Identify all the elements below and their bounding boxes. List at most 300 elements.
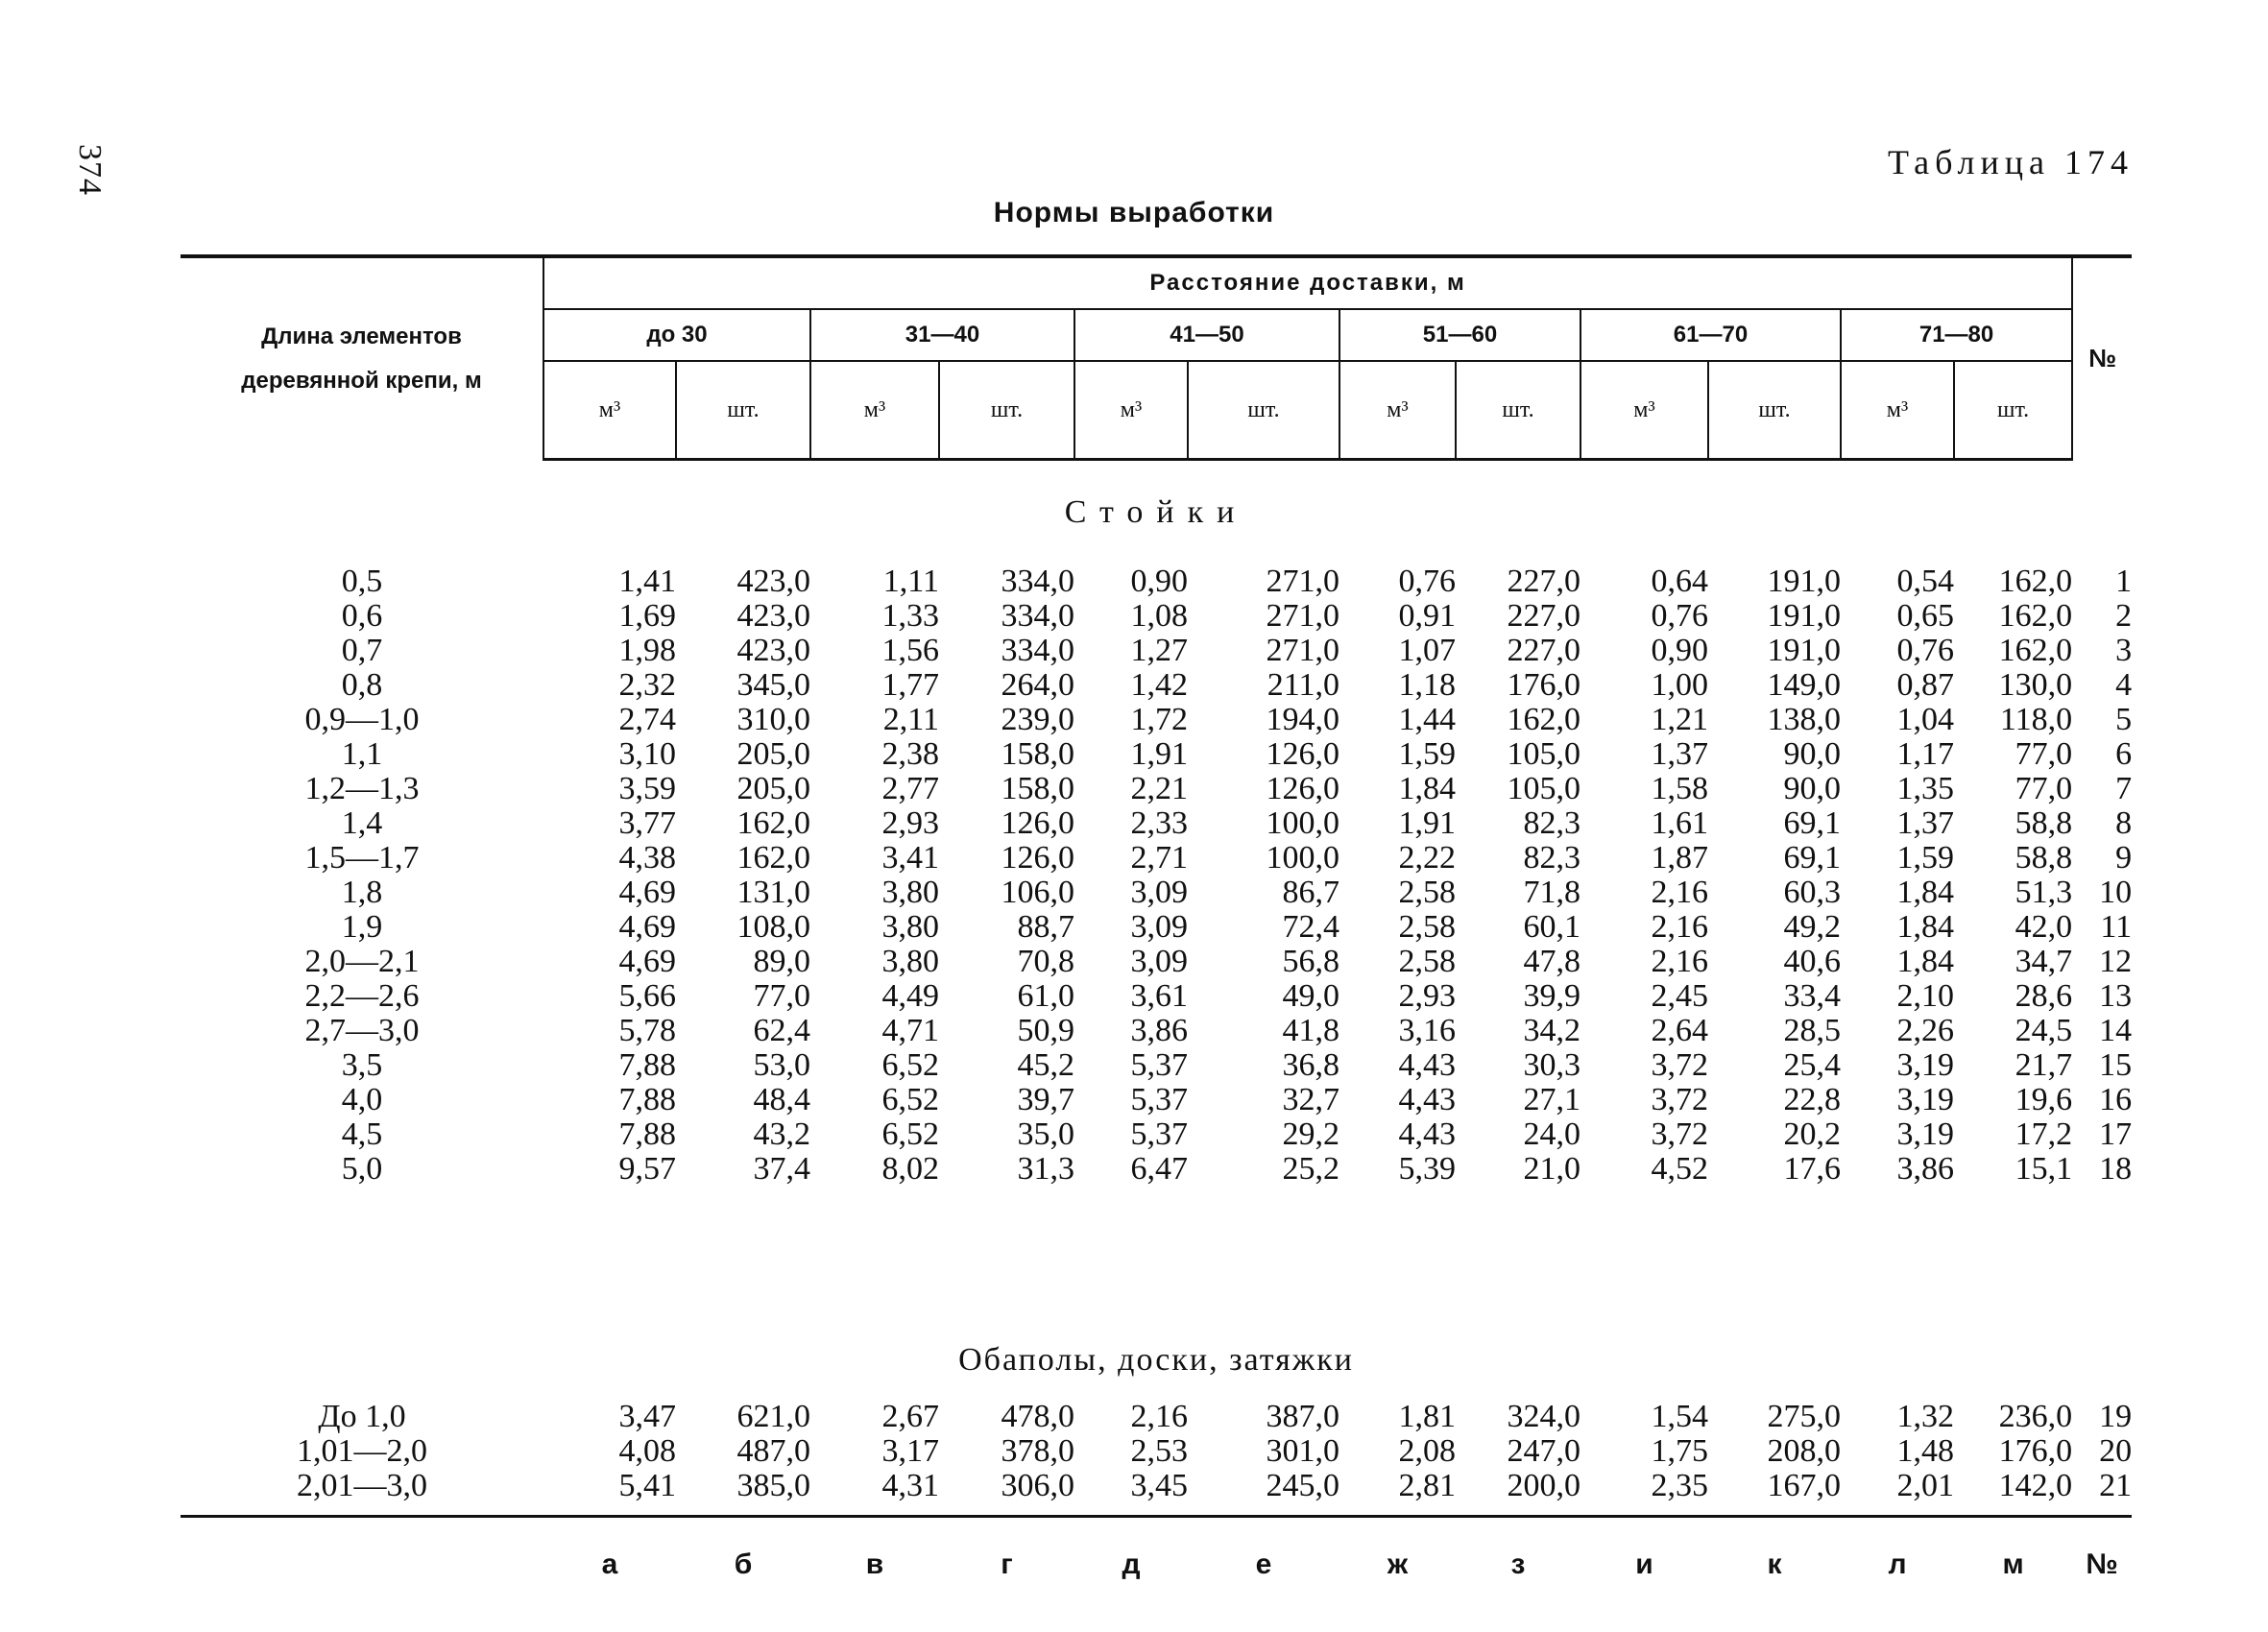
row-length: 0,8 <box>341 667 383 703</box>
value-pieces: 324,0 <box>1507 1399 1580 1434</box>
value-pieces: 105,0 <box>1507 771 1580 806</box>
norms-table-container <box>181 254 2132 1581</box>
value-volume: 0,90 <box>1130 564 1188 599</box>
table-row <box>181 945 2132 979</box>
value-volume: 1,32 <box>1896 1399 1954 1434</box>
value-volume: 1,35 <box>1896 771 1954 806</box>
header-unit-pieces: шт. <box>1954 361 2072 460</box>
value-volume: 2,81 <box>1398 1468 1456 1503</box>
value-volume: 6,52 <box>881 1082 939 1117</box>
value-pieces: 22,8 <box>1783 1082 1841 1117</box>
value-volume: 4,08 <box>618 1433 676 1469</box>
value-volume: 3,17 <box>881 1433 939 1469</box>
row-number: 2 <box>2115 598 2133 634</box>
value-pieces: 208,0 <box>1767 1433 1841 1469</box>
table-row <box>181 1083 2132 1117</box>
row-number: 12 <box>2099 944 2133 979</box>
value-pieces: 100,0 <box>1266 805 1339 841</box>
row-length: 2,7—3,0 <box>304 1013 420 1048</box>
value-pieces: 27,1 <box>1523 1082 1580 1117</box>
value-pieces: 60,3 <box>1783 875 1841 910</box>
row-number: 7 <box>2115 771 2133 806</box>
header-unit-volume: м³ <box>1339 361 1456 460</box>
page-title: Нормы выработки <box>993 197 1275 228</box>
value-volume: 6,52 <box>881 1047 939 1083</box>
table-row <box>181 634 2132 668</box>
value-pieces: 31,3 <box>1017 1151 1074 1187</box>
value-pieces: 126,0 <box>1001 805 1074 841</box>
header-distance: Расстояние доставки, м <box>543 256 2072 309</box>
value-volume: 3,45 <box>1130 1468 1188 1503</box>
value-volume: 3,61 <box>1130 978 1188 1014</box>
value-volume: 1,84 <box>1896 944 1954 979</box>
value-pieces: 89,0 <box>753 944 810 979</box>
value-volume: 1,75 <box>1651 1433 1708 1469</box>
value-pieces: 88,7 <box>1017 909 1074 945</box>
value-volume: 4,69 <box>618 875 676 910</box>
bottom-rule <box>181 1503 2132 1517</box>
value-volume: 1,59 <box>1896 840 1954 876</box>
value-pieces: 306,0 <box>1001 1468 1074 1503</box>
value-pieces: 275,0 <box>1767 1399 1841 1434</box>
value-pieces: 69,1 <box>1783 805 1841 841</box>
value-volume: 2,58 <box>1398 875 1456 910</box>
value-volume: 1,77 <box>881 667 939 703</box>
value-pieces: 162,0 <box>1998 564 2073 599</box>
value-volume: 1,44 <box>1398 702 1456 737</box>
value-pieces: 77,0 <box>753 978 810 1014</box>
value-volume: 3,77 <box>618 805 676 841</box>
value-pieces: 39,9 <box>1523 978 1580 1014</box>
value-volume: 1,17 <box>1896 736 1954 772</box>
value-pieces: 82,3 <box>1523 805 1580 841</box>
table-row <box>181 806 2132 841</box>
row-length: 1,1 <box>341 736 383 772</box>
value-volume: 1,37 <box>1896 805 1954 841</box>
value-pieces: 21,7 <box>2015 1047 2073 1083</box>
value-pieces: 61,0 <box>1017 978 1074 1014</box>
value-pieces: 41,8 <box>1282 1013 1339 1048</box>
row-number: 6 <box>2115 736 2133 772</box>
value-pieces: 478,0 <box>1001 1399 1074 1434</box>
value-pieces: 24,5 <box>2015 1013 2073 1048</box>
value-pieces: 43,2 <box>753 1116 810 1152</box>
value-volume: 4,69 <box>618 944 676 979</box>
page-number: 374 <box>72 144 108 196</box>
header-unit-volume: м³ <box>1074 361 1188 460</box>
row-number: 1 <box>2115 564 2133 599</box>
value-volume: 1,07 <box>1398 633 1456 668</box>
header-range: 71—80 <box>1841 309 2072 361</box>
row-length: 1,2—1,3 <box>304 771 420 806</box>
row-number: 10 <box>2099 875 2133 910</box>
value-volume: 1,91 <box>1398 805 1456 841</box>
row-length: 4,0 <box>341 1082 383 1117</box>
value-volume: 1,37 <box>1651 736 1708 772</box>
value-pieces: 42,0 <box>2015 909 2073 945</box>
value-pieces: 72,4 <box>1282 909 1339 945</box>
column-letter: в <box>865 1548 884 1580</box>
row-length: 2,01—3,0 <box>297 1468 427 1503</box>
value-pieces: 49,0 <box>1282 978 1339 1014</box>
value-volume: 1,18 <box>1398 667 1456 703</box>
value-pieces: 47,8 <box>1523 944 1580 979</box>
row-length: 3,5 <box>341 1047 383 1083</box>
row-length: 0,5 <box>341 564 383 599</box>
value-pieces: 17,6 <box>1783 1151 1841 1187</box>
value-volume: 0,64 <box>1651 564 1708 599</box>
value-volume: 1,27 <box>1130 633 1188 668</box>
value-volume: 4,52 <box>1651 1151 1708 1187</box>
value-volume: 2,21 <box>1130 771 1188 806</box>
value-pieces: 158,0 <box>1001 736 1074 772</box>
value-volume: 3,19 <box>1896 1047 1954 1083</box>
value-pieces: 191,0 <box>1767 598 1841 634</box>
value-volume: 4,31 <box>881 1468 939 1503</box>
value-pieces: 29,2 <box>1282 1116 1339 1152</box>
value-pieces: 205,0 <box>736 736 810 772</box>
value-pieces: 100,0 <box>1266 840 1339 876</box>
table-label: Таблица 174 <box>1888 143 2134 181</box>
row-length: 1,01—2,0 <box>297 1433 427 1469</box>
value-pieces: 37,4 <box>753 1151 810 1187</box>
value-pieces: 49,2 <box>1783 909 1841 945</box>
table-row <box>181 1400 2132 1434</box>
value-volume: 3,72 <box>1651 1082 1708 1117</box>
value-pieces: 126,0 <box>1266 771 1339 806</box>
row-length: 1,4 <box>341 805 383 841</box>
header-range: до 30 <box>543 309 810 361</box>
value-volume: 2,58 <box>1398 944 1456 979</box>
value-volume: 5,37 <box>1130 1116 1188 1152</box>
value-pieces: 271,0 <box>1266 598 1339 634</box>
value-volume: 1,81 <box>1398 1399 1456 1434</box>
table-row <box>181 703 2132 737</box>
value-volume: 2,16 <box>1130 1399 1188 1434</box>
value-pieces: 51,3 <box>2015 875 2073 910</box>
column-letters-row <box>181 1517 2132 1582</box>
table-row <box>181 599 2132 634</box>
value-volume: 6,52 <box>881 1116 939 1152</box>
row-length: 4,5 <box>341 1116 383 1152</box>
value-pieces: 176,0 <box>1998 1433 2073 1469</box>
value-pieces: 378,0 <box>1001 1433 1074 1469</box>
value-pieces: 264,0 <box>1001 667 1074 703</box>
value-pieces: 126,0 <box>1001 840 1074 876</box>
value-volume: 0,54 <box>1896 564 1954 599</box>
value-volume: 5,37 <box>1130 1082 1188 1117</box>
value-pieces: 334,0 <box>1001 633 1074 668</box>
section-heading: Обаполы, доски, затяжки <box>958 1342 1354 1378</box>
value-pieces: 191,0 <box>1767 633 1841 668</box>
value-volume: 3,80 <box>881 944 939 979</box>
value-volume: 0,90 <box>1651 633 1708 668</box>
value-volume: 0,76 <box>1651 598 1708 634</box>
value-volume: 2,16 <box>1651 909 1708 945</box>
value-volume: 2,01 <box>1896 1468 1954 1503</box>
value-volume: 1,42 <box>1130 667 1188 703</box>
value-volume: 3,86 <box>1896 1151 1954 1187</box>
value-volume: 1,56 <box>881 633 939 668</box>
value-pieces: 334,0 <box>1001 564 1074 599</box>
value-pieces: 17,2 <box>2015 1116 2073 1152</box>
value-pieces: 24,0 <box>1523 1116 1580 1152</box>
value-volume: 2,11 <box>882 702 939 737</box>
row-number: 14 <box>2099 1013 2133 1048</box>
value-pieces: 200,0 <box>1507 1468 1580 1503</box>
value-volume: 3,16 <box>1398 1013 1456 1048</box>
norms-table <box>181 254 2132 1581</box>
value-volume: 1,87 <box>1651 840 1708 876</box>
value-pieces: 90,0 <box>1783 771 1841 806</box>
value-pieces: 385,0 <box>736 1468 810 1503</box>
value-volume: 2,08 <box>1398 1433 1456 1469</box>
section-heading-row <box>181 1273 2132 1400</box>
value-pieces: 247,0 <box>1507 1433 1580 1469</box>
value-volume: 2,35 <box>1651 1468 1708 1503</box>
value-volume: 2,71 <box>1130 840 1188 876</box>
row-length: 0,6 <box>341 598 383 634</box>
value-volume: 2,16 <box>1651 875 1708 910</box>
value-volume: 3,09 <box>1130 909 1188 945</box>
table-body <box>181 460 2132 1582</box>
value-volume: 0,87 <box>1896 667 1954 703</box>
row-number: 17 <box>2099 1116 2133 1152</box>
table-row <box>181 772 2132 806</box>
value-volume: 4,49 <box>881 978 939 1014</box>
column-letter: а <box>601 1548 618 1580</box>
column-letter: ж <box>1387 1548 1409 1580</box>
header-unit-volume: м³ <box>1841 361 1954 460</box>
value-volume: 2,26 <box>1896 1013 1954 1048</box>
value-volume: 3,41 <box>881 840 939 876</box>
value-volume: 1,72 <box>1130 702 1188 737</box>
column-letter: д <box>1122 1548 1141 1580</box>
value-volume: 4,43 <box>1398 1116 1456 1152</box>
value-volume: 3,47 <box>618 1399 676 1434</box>
value-volume: 1,69 <box>618 598 676 634</box>
value-volume: 2,33 <box>1130 805 1188 841</box>
value-pieces: 69,1 <box>1783 840 1841 876</box>
value-volume: 1,48 <box>1896 1433 1954 1469</box>
value-volume: 2,74 <box>618 702 676 737</box>
value-volume: 2,16 <box>1651 944 1708 979</box>
row-length: 5,0 <box>341 1151 383 1187</box>
value-pieces: 105,0 <box>1507 736 1580 772</box>
value-pieces: 70,8 <box>1017 944 1074 979</box>
value-volume: 1,11 <box>882 564 939 599</box>
value-volume: 5,78 <box>618 1013 676 1048</box>
value-volume: 2,93 <box>881 805 939 841</box>
value-volume: 2,67 <box>881 1399 939 1434</box>
row-number: 3 <box>2115 633 2133 668</box>
value-volume: 2,45 <box>1651 978 1708 1014</box>
value-volume: 1,54 <box>1651 1399 1708 1434</box>
header-length-cell <box>181 256 543 460</box>
value-pieces: 25,4 <box>1783 1047 1841 1083</box>
value-volume: 1,84 <box>1398 771 1456 806</box>
column-letter: б <box>734 1548 753 1580</box>
column-letter: к <box>1767 1548 1782 1580</box>
row-number: 15 <box>2099 1047 2133 1083</box>
header-unit-pieces: шт. <box>1708 361 1841 460</box>
value-volume: 3,19 <box>1896 1116 1954 1152</box>
column-letter: и <box>1635 1548 1653 1580</box>
value-volume: 4,38 <box>618 840 676 876</box>
value-volume: 6,47 <box>1130 1151 1188 1187</box>
row-number: 20 <box>2099 1433 2133 1469</box>
value-pieces: 71,8 <box>1523 875 1580 910</box>
row-length: 2,0—2,1 <box>304 944 420 979</box>
value-pieces: 227,0 <box>1507 564 1580 599</box>
value-volume: 0,76 <box>1398 564 1456 599</box>
value-volume: 3,10 <box>618 736 676 772</box>
value-volume: 3,72 <box>1651 1047 1708 1083</box>
value-volume: 9,57 <box>618 1151 676 1187</box>
value-volume: 1,91 <box>1130 736 1188 772</box>
header-length-line1: Длина элементов <box>261 323 462 349</box>
table-row <box>181 1469 2132 1503</box>
value-volume: 1,08 <box>1130 598 1188 634</box>
value-volume: 4,43 <box>1398 1082 1456 1117</box>
header-range: 51—60 <box>1339 309 1580 361</box>
value-volume: 2,58 <box>1398 909 1456 945</box>
row-length: 1,5—1,7 <box>304 840 420 876</box>
value-pieces: 310,0 <box>736 702 810 737</box>
value-pieces: 86,7 <box>1282 875 1339 910</box>
header-unit-pieces: шт. <box>676 361 810 460</box>
value-pieces: 301,0 <box>1266 1433 1339 1469</box>
value-pieces: 77,0 <box>2015 771 2073 806</box>
value-volume: 0,65 <box>1896 598 1954 634</box>
row-number: 21 <box>2099 1468 2133 1503</box>
table-row <box>181 1152 2132 1187</box>
value-volume: 1,58 <box>1651 771 1708 806</box>
value-volume: 2,53 <box>1130 1433 1188 1469</box>
value-volume: 1,84 <box>1896 909 1954 945</box>
header-unit-pieces: шт. <box>1456 361 1580 460</box>
value-volume: 3,19 <box>1896 1082 1954 1117</box>
spacer-row <box>181 1187 2132 1273</box>
value-pieces: 34,2 <box>1523 1013 1580 1048</box>
table-row <box>181 1014 2132 1048</box>
value-pieces: 58,8 <box>2015 805 2073 841</box>
row-length: До 1,0 <box>318 1399 406 1434</box>
table-row <box>181 910 2132 945</box>
value-pieces: 487,0 <box>736 1433 810 1469</box>
column-letter-number: № <box>2086 1548 2118 1580</box>
value-volume: 1,00 <box>1651 667 1708 703</box>
value-pieces: 33,4 <box>1783 978 1841 1014</box>
row-length: 1,9 <box>341 909 383 945</box>
value-volume: 3,09 <box>1130 875 1188 910</box>
value-pieces: 15,1 <box>2015 1151 2073 1187</box>
table-row <box>181 1048 2132 1083</box>
value-volume: 1,33 <box>881 598 939 634</box>
value-pieces: 205,0 <box>736 771 810 806</box>
value-volume: 3,86 <box>1130 1013 1188 1048</box>
value-pieces: 60,1 <box>1523 909 1580 945</box>
column-letter: е <box>1255 1548 1272 1580</box>
value-pieces: 50,9 <box>1017 1013 1074 1048</box>
value-pieces: 35,0 <box>1017 1116 1074 1152</box>
value-volume: 8,02 <box>881 1151 939 1187</box>
value-volume: 0,91 <box>1398 598 1456 634</box>
row-number: 13 <box>2099 978 2133 1014</box>
table-row <box>181 564 2132 599</box>
value-volume: 2,32 <box>618 667 676 703</box>
value-pieces: 162,0 <box>1998 598 2073 634</box>
value-pieces: 227,0 <box>1507 598 1580 634</box>
value-pieces: 162,0 <box>1507 702 1580 737</box>
value-volume: 2,10 <box>1896 978 1954 1014</box>
header-unit-pieces: шт. <box>1188 361 1339 460</box>
value-pieces: 62,4 <box>753 1013 810 1048</box>
value-pieces: 345,0 <box>736 667 810 703</box>
value-pieces: 162,0 <box>1998 633 2073 668</box>
value-volume: 2,38 <box>881 736 939 772</box>
value-pieces: 245,0 <box>1266 1468 1339 1503</box>
value-pieces: 40,6 <box>1783 944 1841 979</box>
value-volume: 5,39 <box>1398 1151 1456 1187</box>
row-number: 9 <box>2115 840 2133 876</box>
value-pieces: 158,0 <box>1001 771 1074 806</box>
value-volume: 2,64 <box>1651 1013 1708 1048</box>
value-volume: 3,80 <box>881 909 939 945</box>
value-pieces: 138,0 <box>1767 702 1841 737</box>
table-row <box>181 841 2132 876</box>
table-row <box>181 737 2132 772</box>
value-volume: 0,76 <box>1896 633 1954 668</box>
value-pieces: 227,0 <box>1507 633 1580 668</box>
value-pieces: 53,0 <box>753 1047 810 1083</box>
header-range: 31—40 <box>810 309 1074 361</box>
table-row <box>181 979 2132 1014</box>
section-heading: Стойки <box>1064 494 1248 530</box>
value-volume: 5,37 <box>1130 1047 1188 1083</box>
value-pieces: 25,2 <box>1282 1151 1339 1187</box>
table-row <box>181 1434 2132 1469</box>
value-pieces: 211,0 <box>1267 667 1339 703</box>
header-range: 41—50 <box>1074 309 1339 361</box>
value-volume: 5,66 <box>618 978 676 1014</box>
value-pieces: 28,6 <box>2015 978 2073 1014</box>
row-number: 16 <box>2099 1082 2133 1117</box>
row-number: 11 <box>2100 909 2133 945</box>
value-pieces: 30,3 <box>1523 1047 1580 1083</box>
value-pieces: 239,0 <box>1001 702 1074 737</box>
header-range: 61—70 <box>1580 309 1841 361</box>
value-volume: 4,71 <box>881 1013 939 1048</box>
value-volume: 7,88 <box>618 1047 676 1083</box>
value-pieces: 162,0 <box>736 840 810 876</box>
value-pieces: 118,0 <box>1999 702 2073 737</box>
value-volume: 2,22 <box>1398 840 1456 876</box>
row-number: 18 <box>2099 1151 2133 1187</box>
section-heading-row <box>181 460 2132 565</box>
value-volume: 2,93 <box>1398 978 1456 1014</box>
value-pieces: 28,5 <box>1783 1013 1841 1048</box>
header-unit-volume: м³ <box>543 361 676 460</box>
header-unit-volume: м³ <box>810 361 939 460</box>
value-pieces: 149,0 <box>1767 667 1841 703</box>
value-pieces: 19,6 <box>2015 1082 2073 1117</box>
value-pieces: 271,0 <box>1266 633 1339 668</box>
table-row <box>181 1117 2132 1152</box>
value-volume: 7,88 <box>618 1116 676 1152</box>
value-volume: 3,72 <box>1651 1116 1708 1152</box>
value-volume: 1,59 <box>1398 736 1456 772</box>
